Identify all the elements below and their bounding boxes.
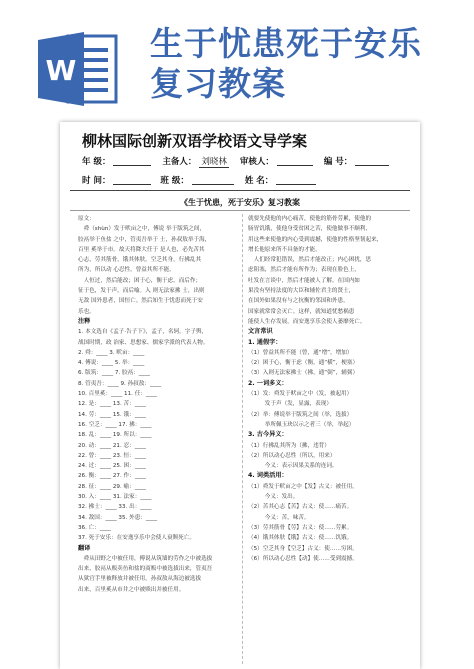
- text-line: 今义：苦，味苦。: [248, 514, 310, 521]
- right-column: [248, 214, 408, 564]
- section-heading: 注释: [78, 317, 91, 325]
- text-line: 4. 傅说：____ 5. 举：____: [78, 360, 145, 367]
- document-page: [60, 122, 420, 669]
- section-heading: 3. 古今异义：: [248, 431, 288, 439]
- name-label: 姓 名：: [244, 176, 274, 186]
- text-line: 舜（shùn）发于畎亩之中，傅说 举于版筑之间，: [78, 226, 206, 233]
- text-line: 国家就常常会灭亡。这样，就知道忧愁祸患: [248, 308, 355, 315]
- text-line: 出来，胶鬲从贩卖鱼和盐的商贩中被选拔出来，管夷吾: [78, 566, 213, 573]
- text-line: 战国时期，政 治家、思想家、儒家学派的代表人物。: [78, 339, 209, 346]
- number-blank[interactable]: [355, 157, 389, 166]
- text-line: （6）所以动心忍性【动】使……受到震撼。: [248, 555, 358, 562]
- word-document-icon: [38, 30, 120, 108]
- text-line: 8. 管夷吾：____ 9. 孙叔敖：____: [78, 380, 162, 387]
- text-line: 36. 亡：____: [78, 524, 112, 531]
- text-line: 今义：表示因果关系的连词。: [248, 463, 338, 470]
- text-line: 10. 百里奚：____ 11. 任：____: [78, 391, 158, 398]
- text-line: 果没有坚持法度的大臣和辅佐君主的贤士，: [248, 288, 355, 295]
- text-line: 就要先使他的内心痛苦，使他的筋骨劳累，使他的: [248, 216, 372, 222]
- section-heading: 1. 通假字：: [248, 338, 282, 346]
- grade-label: 年 级：: [82, 157, 111, 167]
- text-line: 增长他原来所不具备的才能。: [248, 246, 321, 253]
- text-line: 乐也。: [78, 308, 95, 315]
- meta-row-2: [82, 174, 316, 186]
- preparer-label: 主备人：: [162, 157, 197, 167]
- text-line: （4）饿其体肤【饿】古义：使……饥饿。: [248, 535, 353, 542]
- text-line: 出来，百里奚从市井之中被赎出并被任用。: [78, 586, 185, 593]
- text-line: （1）曾益其所不能（曾，通“增”，增加）: [248, 349, 353, 356]
- text-line: 原文：: [78, 216, 95, 222]
- text-line: 肠胃饥饿，使他身受贫困之苦，使他做事不顺利，: [248, 226, 372, 233]
- class-label: 班 级：: [160, 176, 189, 186]
- text-line: （2）举：傅说举于版筑之间（举，选拔）: [248, 411, 353, 418]
- preparer-value: 刘晓林: [201, 157, 227, 167]
- text-line: （3）入则无法家拂士（拂，通“弼”，辅弼）: [248, 370, 359, 377]
- text-line: 24. 过：____ 25. 困：____: [78, 463, 146, 470]
- text-line: （1）发：舜发于畎亩之中（发，被起用）: [248, 391, 353, 398]
- text-line: 12. 是：____ 13. 苦：____: [78, 401, 146, 408]
- text-line: 用这些来使他的内心受到震撼，使他的性格坚韧起来，: [248, 236, 383, 243]
- text-line: （1）行拂乱其所为（拂，违背）: [248, 442, 330, 449]
- school-title: 柳林国际创新双语学校语文导学案: [82, 132, 308, 150]
- text-line: 心志，劳其筋骨，饿其体肤，空乏其身，行拂乱其: [78, 257, 202, 264]
- name-blank[interactable]: [276, 176, 316, 185]
- word-icon-letter: W: [45, 54, 77, 87]
- text-line: 在国外如果没有与之抗衡的邻国和外患，: [248, 298, 349, 305]
- text-line: （2）所以动心忍性（所以，用来）: [248, 452, 336, 459]
- text-line: （3）劳其筋骨【劳】古义：使……劳累。: [248, 524, 353, 531]
- lesson-title: 《生于忧患，死于安乐》复习教案: [180, 198, 300, 207]
- grade-blank[interactable]: [113, 157, 151, 166]
- text-line: 26. 衡：____ 27. 作：____: [78, 473, 146, 480]
- reviewer-label: 审核人：: [239, 157, 274, 167]
- banner-title-line1: 生于忧患死于安乐: [150, 24, 422, 63]
- text-line: 16. 空乏：____ 17. 拂：____: [78, 421, 152, 428]
- text-line: 1. 本文选自《孟子·告子下》，孟子，名轲，字子舆，: [78, 329, 208, 336]
- text-line: 32. 拂士：____ 33. 出：____: [78, 504, 152, 511]
- banner: [0, 0, 474, 118]
- text-line: （5）空乏其身【空乏】古义：使……穷困。: [248, 545, 358, 552]
- section-heading: 翻译: [78, 544, 91, 552]
- text-line: 举所佩玉玦以示之者三（举，举起）: [248, 421, 355, 428]
- text-line: 20. 动：____ 21. 忍：____: [78, 442, 146, 449]
- text-line: 人恒过，然后能改；困于心，衡于虑，而后作；: [78, 277, 202, 284]
- text-line: 胶鬲举于鱼盐 之中，管夷吾举于 士，孙叔敖举于海，: [78, 236, 211, 243]
- text-line: 所为，所以动 心忍性，曾益其所不能。: [78, 267, 175, 274]
- text-line: 37. 死于安乐：在安逸享乐中会使人衰颓死亡。: [78, 535, 195, 542]
- text-line: （1）舜发于畎亩之中【发】古义：被任用。: [248, 483, 358, 490]
- text-line: 舜从田野之中被任用，傅说从筑墙的劳作之中被选拔: [78, 555, 213, 562]
- text-line: 28. 征：____ 29. 喻：____: [78, 483, 146, 490]
- section-heading: 4. 词类活用：: [248, 472, 288, 480]
- class-blank[interactable]: [192, 176, 234, 185]
- section-heading: 2. 一词多义：: [248, 379, 288, 387]
- text-line: 14. 劳：____ 15. 饿：____: [78, 411, 146, 418]
- text-line: 6. 版筑：____ 7. 胶鬲：____: [78, 370, 150, 377]
- text-line: 今义：发出。: [248, 494, 299, 501]
- text-line: 无敌 国外患者，国恒亡。然后知生于忧患而死于安: [78, 298, 203, 305]
- text-line: （2）困于心，衡于虑（衡，通“横”，梗塞）: [248, 360, 359, 367]
- column-divider: [242, 214, 243, 664]
- text-line: 34. 敌国：____ 35. 外患：____: [78, 514, 158, 521]
- left-column: [78, 214, 238, 595]
- meta-row-1: [82, 155, 389, 167]
- section-heading: 文言常识: [248, 328, 273, 336]
- time-label: 时 间：: [82, 176, 111, 186]
- text-line: 从狱官手里被释放并被任用，孙叔敖从海边被选拔: [78, 576, 202, 583]
- text-line: 18. 乱：____ 19. 所以：____: [78, 432, 152, 439]
- lesson-title-rule: [70, 210, 410, 211]
- text-line: 征于色，发于声，而后喻。入 则无法家拂 士，出则: [78, 288, 205, 295]
- reviewer-blank[interactable]: [277, 157, 313, 166]
- text-line: 能使人生存发展，而安逸享乐会使人萎靡死亡。: [248, 318, 366, 325]
- text-line: （2）苦其心志【苦】古义：使……痛苦。: [248, 504, 353, 511]
- text-line: 2. 舜：____ 3. 畎亩：____: [78, 349, 145, 356]
- text-line: 22. 曾：____ 23. 恒：____: [78, 452, 146, 459]
- text-line: 人们经常犯错误，然后才能改正；内心困扰，思: [248, 257, 372, 264]
- banner-title-line2: 复习教案: [150, 64, 286, 103]
- text-line: 百里 奚举于市。故天将降大任于 是人也，必先苦其: [78, 246, 205, 253]
- text-line: 虑阻塞，然后才能有所作为；表现在脸色上，: [248, 267, 360, 274]
- number-label: 编 号：: [323, 157, 353, 167]
- text-line: 30. 入：____ 31. 法家：____: [78, 494, 152, 501]
- header-rule: [70, 190, 410, 191]
- text-line: 发于声（发，显露，表现）: [248, 401, 332, 408]
- time-blank[interactable]: [113, 176, 151, 185]
- banner-title: [150, 24, 422, 104]
- text-line: 吐发在言谈中，然后才能被人了解。在国内如: [248, 277, 360, 284]
